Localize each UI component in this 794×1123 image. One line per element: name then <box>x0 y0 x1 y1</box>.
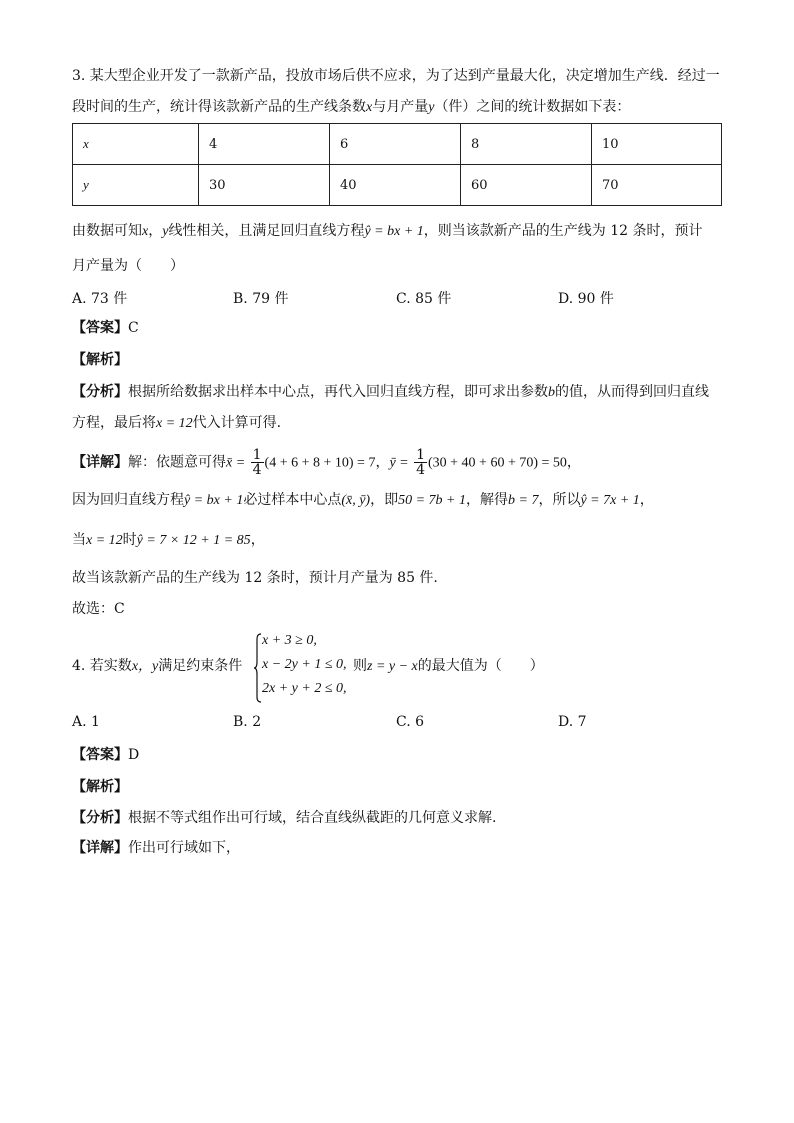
text: 根据所给数据求出样本中心点，再代入回归直线方程，即可求出参数 <box>128 384 548 400</box>
q3-stem-line2 <box>72 97 630 118</box>
fraction-numerator: 1 <box>252 447 262 463</box>
text: ，即 <box>370 492 399 508</box>
table-cell: 40 <box>330 165 461 206</box>
text: ，所以 <box>538 492 581 508</box>
answer-tag: 【答案】 <box>72 747 128 763</box>
text: 解：依题意可得 <box>128 454 226 471</box>
q4-option-a: A. 1 <box>72 714 100 730</box>
text: 作出可行域如下， <box>128 840 240 856</box>
q3-option-c: C. 85 件 <box>396 291 452 307</box>
text: 由数据可知 <box>72 223 142 239</box>
fraction <box>251 448 264 477</box>
math-expression: x = 12 <box>156 416 193 431</box>
table-header-x: x <box>73 124 199 165</box>
q4-analysis-tag: 【解析】 <box>72 779 128 795</box>
text: 必过样本中心点 <box>243 492 342 508</box>
text: ， <box>566 454 581 471</box>
math-expression: x，y <box>131 659 159 674</box>
math-expression: 50 = 7b + 1 <box>398 493 466 508</box>
q3-fenxi-line1 <box>72 382 709 403</box>
text: ， <box>250 532 265 548</box>
text: 线性相关，且满足回归直线方程 <box>168 223 365 239</box>
q3-option-d: D. 90 件 <box>558 291 614 307</box>
text: 的值，从而得到回归直线 <box>555 384 709 400</box>
q3-stem-text-c: （件）之间的统计数据如下表： <box>434 99 631 115</box>
q3-xiangjie-line5: 故选：C <box>72 601 125 617</box>
table-row <box>73 124 722 165</box>
math-expression: ŷ = bx + 1 <box>184 493 244 508</box>
var-b: b <box>548 385 555 400</box>
q3-stem-text-a: 段时间的生产，统计得该款新产品的生产线条数 <box>72 99 366 115</box>
q3-option-a: A. 73 件 <box>72 291 128 307</box>
text: 根据不等式组作出可行域，结合直线纵截距的几何意义求解. <box>128 810 497 826</box>
q3-answer <box>72 318 139 338</box>
fraction-denominator: 4 <box>252 462 262 478</box>
answer-tag: 【答案】 <box>72 320 128 336</box>
left-brace-icon <box>254 633 262 703</box>
q3-xiangjie-line3 <box>72 530 265 551</box>
var-x: x <box>366 100 373 115</box>
xiangjie-tag: 【详解】 <box>72 840 128 856</box>
ybar-expression: ȳ = <box>389 455 409 471</box>
math-expression: b = 7 <box>508 493 539 508</box>
table-row <box>73 165 722 206</box>
text: ， <box>375 454 390 471</box>
var-x: x <box>142 224 149 239</box>
q3-stem-text-b: 与月产量 <box>372 99 429 115</box>
fraction-numerator: 1 <box>416 447 425 463</box>
table-cell: 70 <box>592 165 722 206</box>
q3-data-table <box>72 123 722 206</box>
text: 代入计算可得. <box>192 415 282 431</box>
text: 时 <box>122 532 137 548</box>
q3-option-b: B. 79 件 <box>233 291 289 307</box>
math-expression: (30 + 40 + 60 + 70) = 50 <box>428 455 567 471</box>
math-expression: ŷ = 7x + 1 <box>580 493 640 508</box>
q3-xiangjie-line4: 故当该款新产品的生产线为 12 条时，预计月产量为 85 件. <box>72 570 438 586</box>
q3-analysis-tag: 【解析】 <box>72 352 128 368</box>
text: 当 <box>72 532 86 548</box>
text: ，解得 <box>466 492 508 508</box>
xiangjie-tag: 【详解】 <box>72 454 128 471</box>
constraint-1: x + 3 ≥ 0, <box>262 633 317 648</box>
q4-fenxi <box>72 808 496 828</box>
var-y: y <box>428 100 435 115</box>
text: 方程，最后将 <box>72 415 156 431</box>
q3-xiangjie-line1 <box>72 448 581 478</box>
xbar-expression: x̄ = <box>226 455 246 471</box>
table-cell: 8 <box>461 124 592 165</box>
fenxi-tag: 【分析】 <box>72 810 128 826</box>
q4-stem <box>72 656 242 677</box>
objective-expression: z = y − x <box>367 659 418 674</box>
q3-fenxi-line2 <box>72 413 281 434</box>
math-expression: (4 + 6 + 8 + 10) = 7 <box>264 455 376 471</box>
text: 的最大值为（ ） <box>417 658 544 674</box>
answer-value: D <box>128 747 140 763</box>
text: ， <box>148 223 163 239</box>
q4-stem-tail <box>353 656 544 677</box>
q4-option-c: C. 6 <box>396 714 425 730</box>
q3-stem-line1: 3. 某大型企业开发了一款新产品，投放市场后供不应求，为了达到产量最大化，决定增加生产线．经过一 <box>72 68 720 84</box>
math-expression: ŷ = 7 × 12 + 1 = 85 <box>136 533 251 548</box>
q4-answer <box>72 745 139 765</box>
regression-equation: ŷ = bx + 1 <box>364 224 424 239</box>
constraint-2: x − 2y + 1 ≤ 0, <box>262 657 347 672</box>
text: 因为回归直线方程 <box>72 492 184 508</box>
text: 满足约束条件 <box>158 658 243 674</box>
text: 4. 若实数 <box>72 658 132 674</box>
q3-xiangjie-line2 <box>72 490 654 511</box>
answer-value: C <box>128 320 139 336</box>
fraction <box>414 448 427 477</box>
q4-option-d: D. 7 <box>558 714 587 730</box>
math-expression: (x̄, ȳ) <box>341 493 371 508</box>
q3-after-table-line1 <box>72 221 702 242</box>
table-cell: 30 <box>199 165 330 206</box>
table-header-y: y <box>73 165 199 206</box>
text: 则 <box>353 658 367 674</box>
q4-option-b: B. 2 <box>233 714 262 730</box>
table-cell: 4 <box>199 124 330 165</box>
q4-xiangjie <box>72 838 240 858</box>
table-cell: 60 <box>461 165 592 206</box>
table-cell: 6 <box>330 124 461 165</box>
fenxi-tag: 【分析】 <box>72 384 128 400</box>
q3-after-table-line2: 月产量为（ ） <box>72 258 184 274</box>
text: ，则当该款新产品的生产线为 12 条时，预计 <box>423 223 703 239</box>
math-expression: x = 12 <box>86 533 123 548</box>
table-cell: 10 <box>592 124 722 165</box>
constraint-3: 2x + y + 2 ≤ 0, <box>262 681 347 696</box>
text: ， <box>639 492 654 508</box>
var-y: y <box>162 224 169 239</box>
fraction-denominator: 4 <box>416 462 425 478</box>
